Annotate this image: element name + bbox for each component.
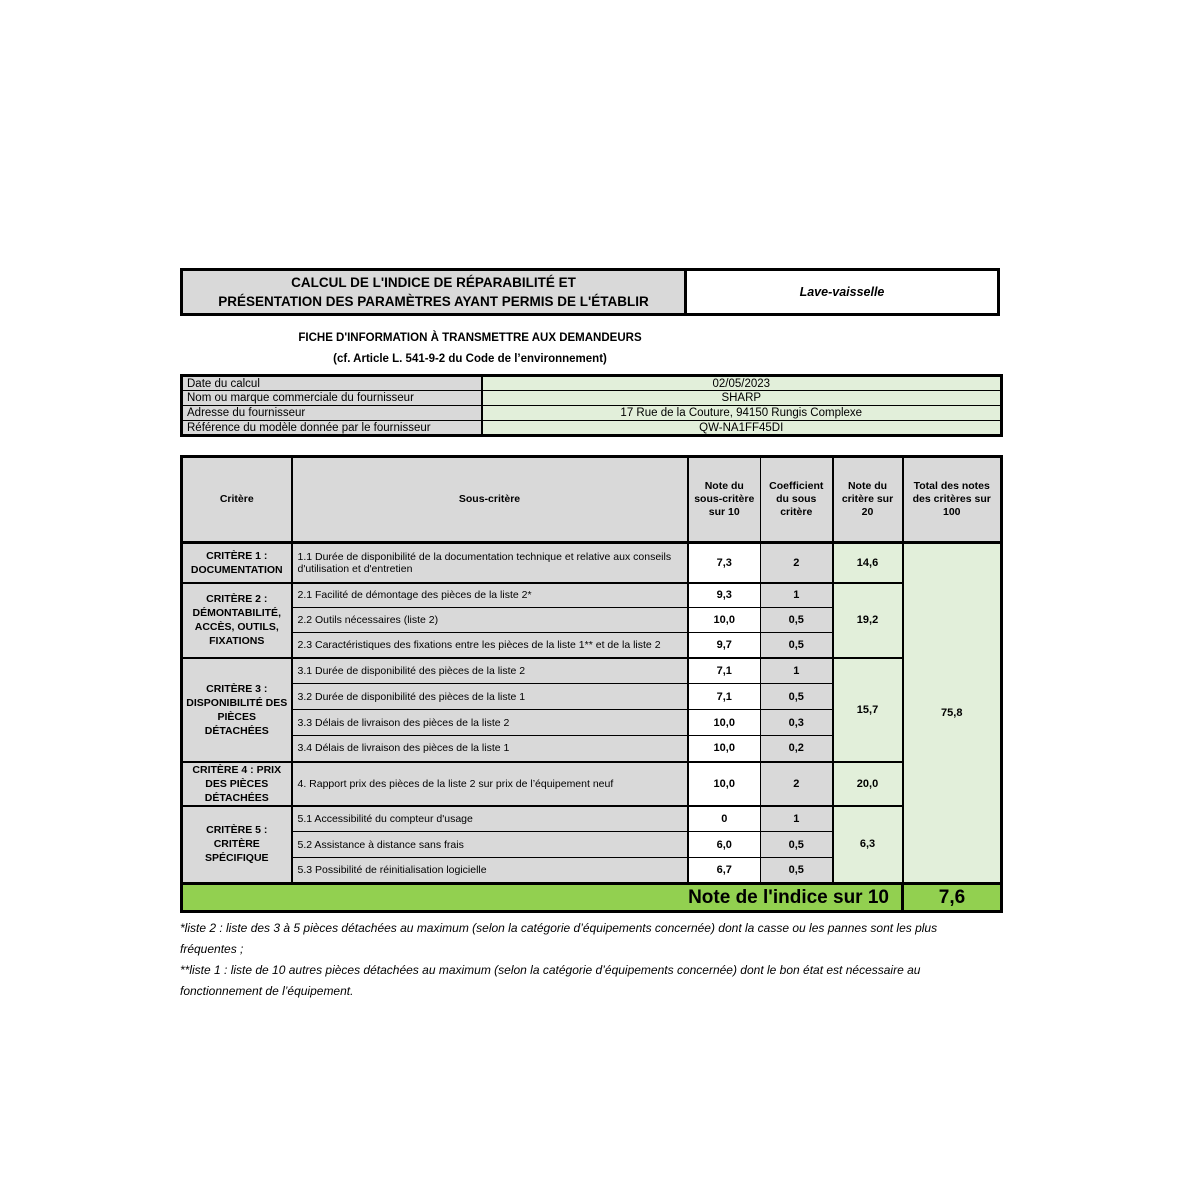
final-index-value: 7,6 — [903, 884, 1002, 912]
header-note20: Note du critère sur 20 — [833, 457, 903, 543]
sub-3-3-label: 3.3 Délais de livraison des pièces de la liste 2 — [292, 710, 688, 736]
criterion-1-label: CRITÈRE 1 : DOCUMENTATION — [182, 543, 292, 583]
sub-3-4-note10: 10,0 — [688, 736, 761, 762]
sub-3-1-label: 3.1 Durée de disponibilité des pièces de la liste 2 — [292, 658, 688, 684]
criterion-3-label: CRITÈRE 3 : DISPONIBILITÉ DES PIÈCES DÉTACHÉES — [182, 658, 292, 762]
table-row — [182, 762, 1002, 806]
sub-5-2-coeff: 0,5 — [761, 832, 833, 858]
header-critere: Critère — [182, 457, 292, 543]
criterion-5-label: CRITÈRE 5 : CRITÈRE SPÉCIFIQUE — [182, 806, 292, 884]
info-value-address: 17 Rue de la Couture, 94150 Rungis Complexe — [482, 406, 1002, 421]
sub-4-label: 4. Rapport prix des pièces de la liste 2 sur prix de l’équipement neuf — [292, 762, 688, 806]
sub-3-1-note10: 7,1 — [688, 658, 761, 684]
sub-3-3-coeff: 0,3 — [761, 710, 833, 736]
sub-2-3-note10: 9,7 — [688, 633, 761, 658]
table-row — [182, 421, 1002, 436]
sub-5-1-label: 5.1 Accessibilité du compteur d'usage — [292, 806, 688, 832]
sub-3-2-label: 3.2 Durée de disponibilité des pièces de la liste 1 — [292, 684, 688, 710]
sub-3-4-coeff: 0,2 — [761, 736, 833, 762]
sub-3-2-coeff: 0,5 — [761, 684, 833, 710]
criterion-4-note20: 20,0 — [833, 762, 903, 806]
title-block — [180, 268, 1000, 316]
info-label-address: Adresse du fournisseur — [182, 406, 482, 421]
info-label-brand: Nom ou marque commerciale du fournisseur — [182, 391, 482, 406]
table-header-row — [182, 457, 1002, 543]
sub-5-3-note10: 6,7 — [688, 858, 761, 884]
table-row — [182, 391, 1002, 406]
sub-5-1-note10: 0 — [688, 806, 761, 832]
product-category: Lave-vaisselle — [687, 271, 997, 313]
table-row — [182, 806, 1002, 832]
table-row — [182, 658, 1002, 684]
sub-1-1-coeff: 2 — [761, 543, 833, 583]
table-row — [182, 543, 1002, 583]
criterion-5-note20: 6,3 — [833, 806, 903, 884]
table-row — [182, 376, 1002, 391]
subtitle-line-1: FICHE D'INFORMATION À TRANSMETTRE AUX DEMANDEURS — [298, 332, 642, 344]
sub-2-2-coeff: 0,5 — [761, 608, 833, 633]
sub-3-1-coeff: 1 — [761, 658, 833, 684]
sub-4-note10: 10,0 — [688, 762, 761, 806]
footnote-liste-1: **liste 1 : liste de 10 autres pièces détachées au maximum (selon la catégorie d’équipements concernée) dont le bon état est nécessaire au fonctionnement de l’équipement. — [180, 963, 921, 998]
footnote-liste-2: *liste 2 : liste des 3 à 5 pièces détachées au maximum (selon la catégorie d’équipements concernée) dont la casse ou les pannes sont les plus fréquentes ; — [180, 921, 938, 956]
title-line-2: PRÉSENTATION DES PARAMÈTRES AYANT PERMIS DE L'ÉTABLIR — [218, 294, 649, 309]
criterion-3-note20: 15,7 — [833, 658, 903, 762]
header-total100: Total des notes des critères sur 100 — [903, 457, 1002, 543]
table-row — [182, 406, 1002, 421]
sub-2-2-label: 2.2 Outils nécessaires (liste 2) — [292, 608, 688, 633]
sub-2-1-label: 2.1 Facilité de démontage des pièces de la liste 2* — [292, 583, 688, 608]
info-value-brand: SHARP — [482, 391, 1002, 406]
sub-2-3-label: 2.3 Caractéristiques des fixations entre les pièces de la liste 1** et de la liste 2 — [292, 633, 688, 658]
sub-1-1-label: 1.1 Durée de disponibilité de la documentation technique et relative aux conseils d'utilisation et d'entretien — [292, 543, 688, 583]
info-label-model: Référence du modèle donnée par le fournisseur — [182, 421, 482, 436]
sub-5-2-label: 5.2 Assistance à distance sans frais — [292, 832, 688, 858]
footnotes — [180, 918, 980, 1002]
title-line-1: CALCUL DE L'INDICE DE RÉPARABILITÉ ET — [291, 275, 576, 290]
criterion-4-label: CRITÈRE 4 : PRIX DES PIÈCES DÉTACHÉES — [182, 762, 292, 806]
sub-4-coeff: 2 — [761, 762, 833, 806]
sub-2-3-coeff: 0,5 — [761, 633, 833, 658]
header-sous-critere: Sous-critère — [292, 457, 688, 543]
sub-5-3-label: 5.3 Possibilité de réinitialisation logicielle — [292, 858, 688, 884]
header-note10: Note du sous-critère sur 10 — [688, 457, 761, 543]
info-label-date: Date du calcul — [182, 376, 482, 391]
total-notes-100: 75,8 — [903, 543, 1002, 884]
header-coefficient: Coefficient du sous critère — [761, 457, 833, 543]
criterion-2-label: CRITÈRE 2 : DÉMONTABILITÉ, ACCÈS, OUTILS, FIXATIONS — [182, 583, 292, 658]
sub-3-2-note10: 7,1 — [688, 684, 761, 710]
sub-3-3-note10: 10,0 — [688, 710, 761, 736]
criterion-2-note20: 19,2 — [833, 583, 903, 658]
final-index-row — [182, 884, 1002, 912]
sub-2-2-note10: 10,0 — [688, 608, 761, 633]
info-value-model: QW-NA1FF45DI — [482, 421, 1002, 436]
table-row — [182, 583, 1002, 608]
sub-5-1-coeff: 1 — [761, 806, 833, 832]
document-title — [183, 271, 687, 313]
criterion-1-note20: 14,6 — [833, 543, 903, 583]
criteria-table — [180, 455, 1003, 913]
subtitle-line-2: (cf. Article L. 541-9-2 du Code de l’environnement) — [333, 353, 607, 365]
sub-5-3-coeff: 0,5 — [761, 858, 833, 884]
final-index-label: Note de l'indice sur 10 — [182, 884, 903, 912]
info-value-date: 02/05/2023 — [482, 376, 1002, 391]
sub-1-1-note10: 7,3 — [688, 543, 761, 583]
subtitle — [180, 328, 760, 370]
sub-5-2-note10: 6,0 — [688, 832, 761, 858]
sub-2-1-coeff: 1 — [761, 583, 833, 608]
sub-2-1-note10: 9,3 — [688, 583, 761, 608]
supplier-info-table — [180, 374, 1003, 437]
sub-3-4-label: 3.4 Délais de livraison des pièces de la liste 1 — [292, 736, 688, 762]
